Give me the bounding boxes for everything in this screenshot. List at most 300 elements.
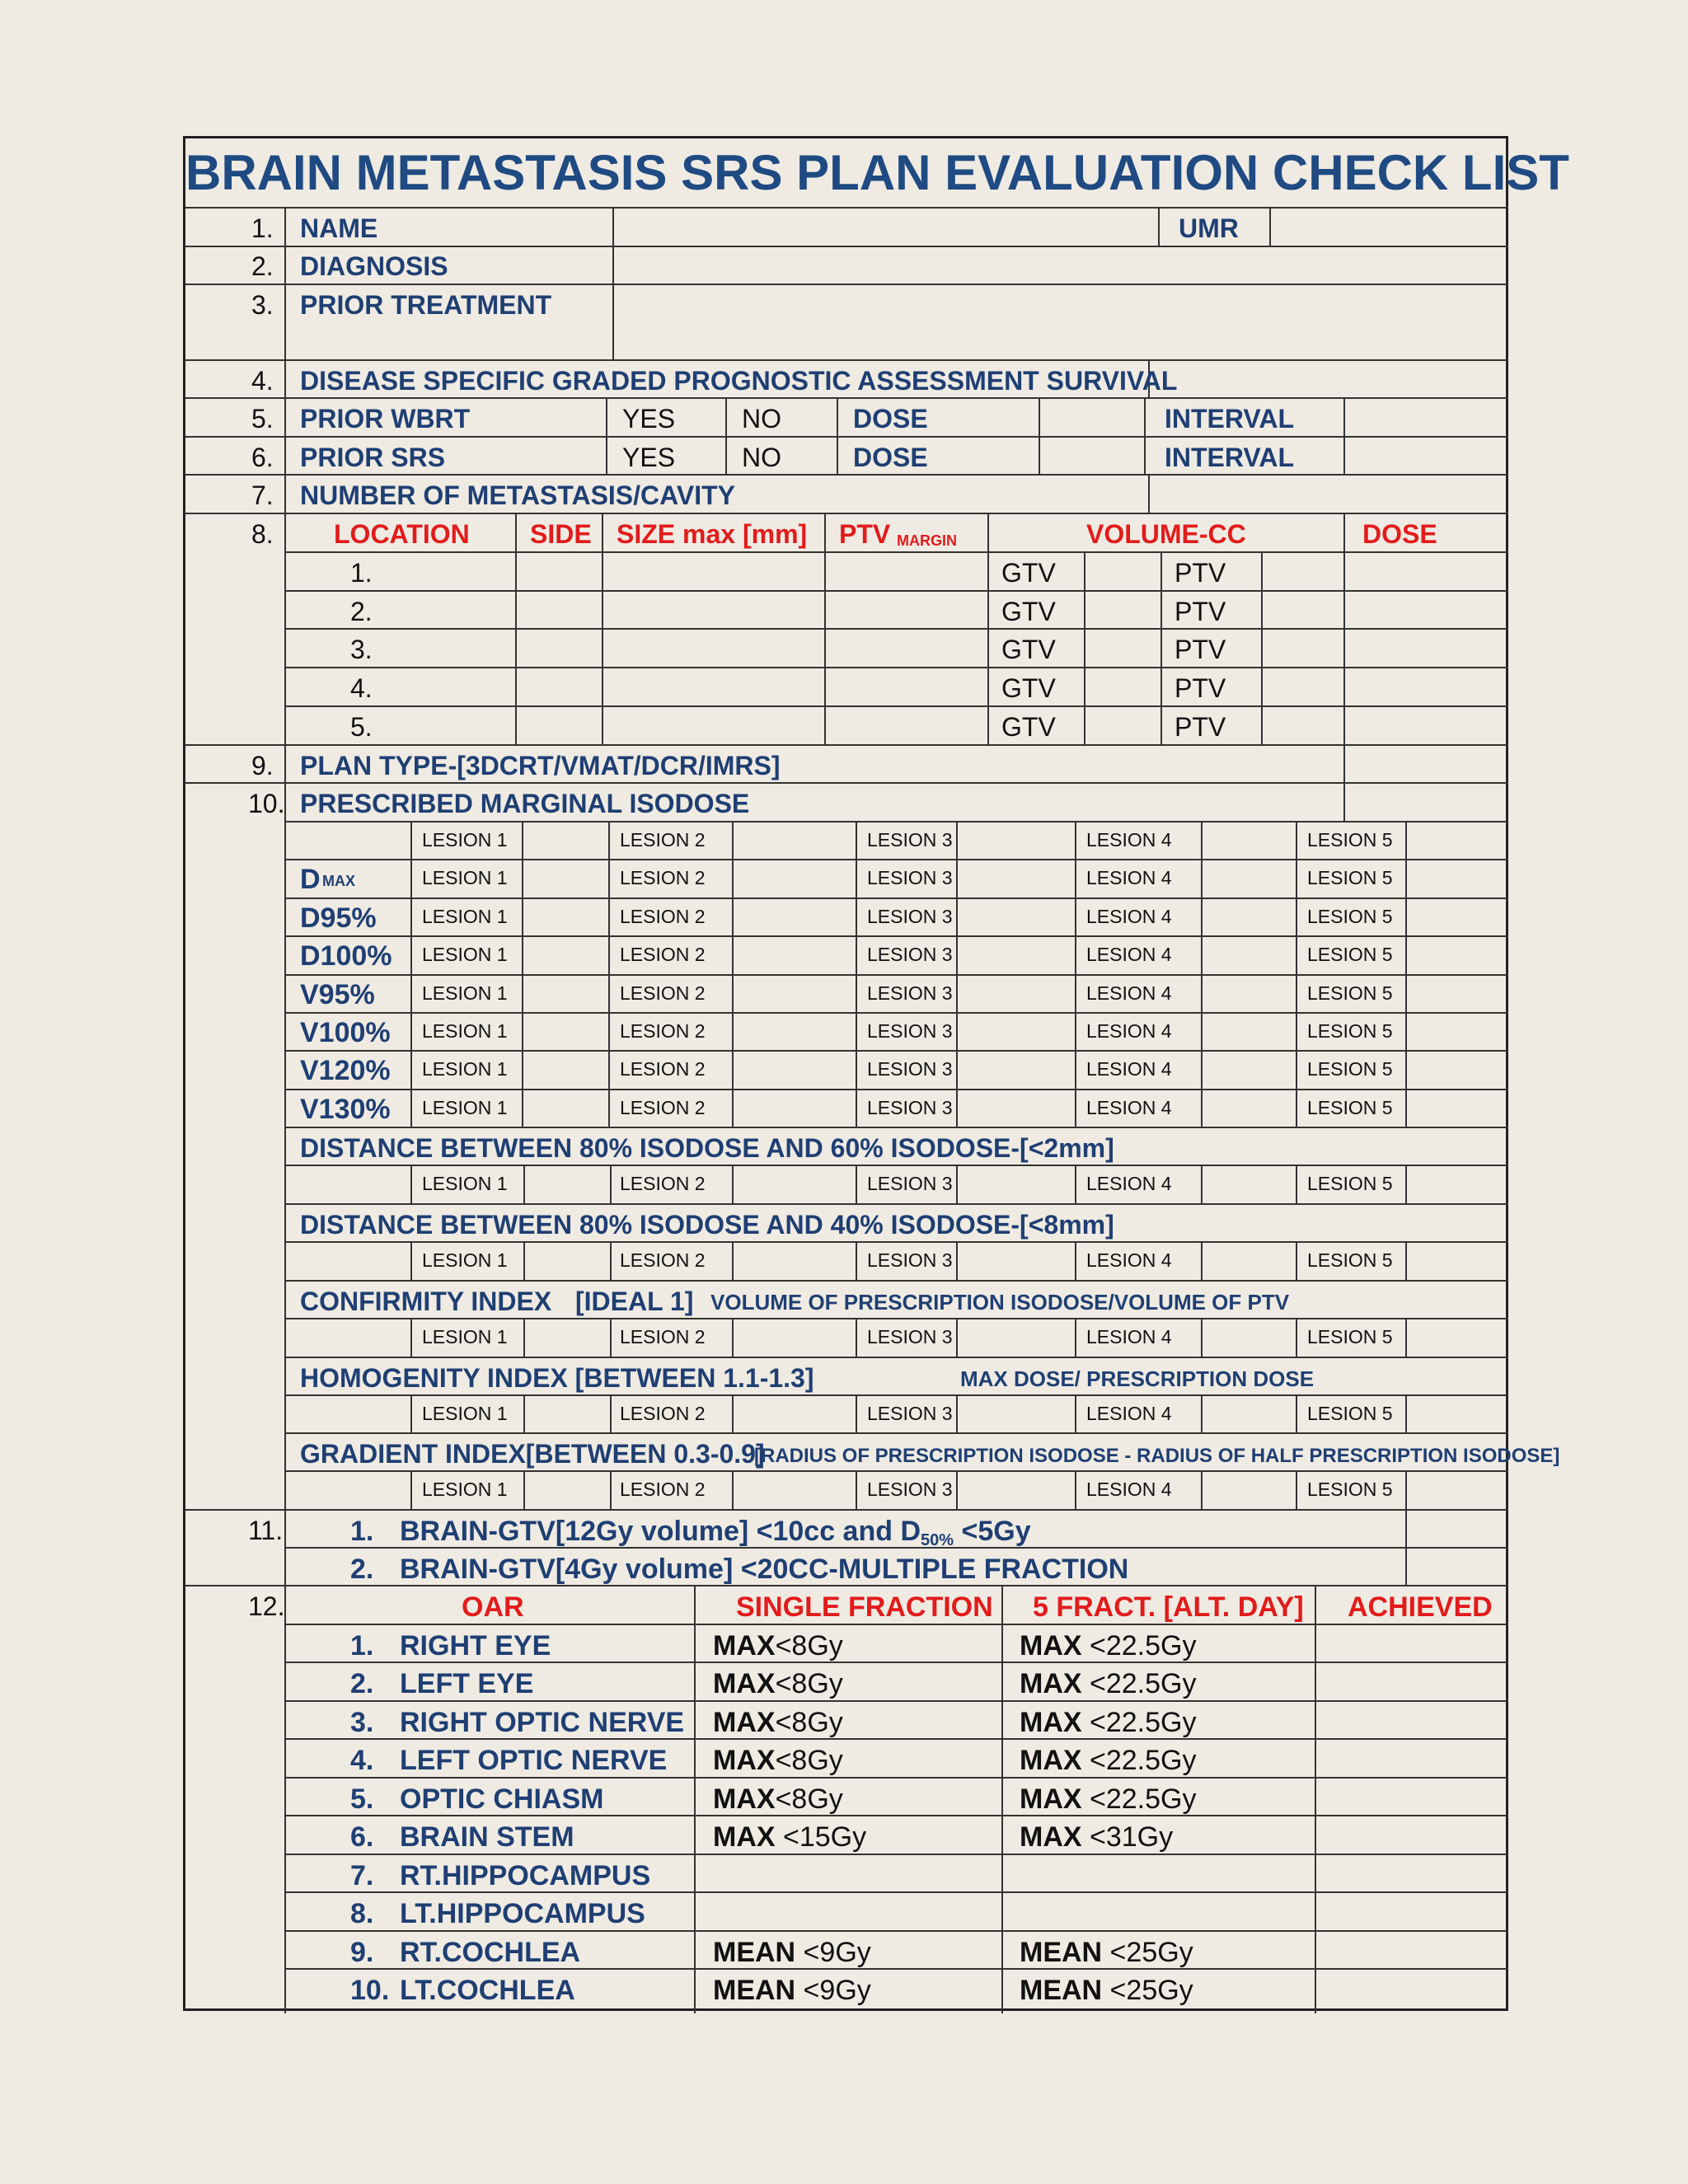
gradient-index-lesion-5-field[interactable] bbox=[1407, 1472, 1507, 1507]
no-option: NO bbox=[742, 443, 781, 472]
homogeneity-index-lesion-4-field[interactable] bbox=[1203, 1396, 1294, 1431]
interval-label: INTERVAL bbox=[1165, 404, 1295, 434]
constraint-key: MAX bbox=[1020, 1745, 1082, 1776]
row-number: 5. bbox=[251, 404, 274, 434]
grid-divider bbox=[1075, 1012, 1076, 1050]
prior-srs-interval-field[interactable] bbox=[1345, 438, 1507, 473]
oar-achieved-field[interactable] bbox=[1316, 1625, 1507, 1660]
oar-achieved-field[interactable] bbox=[1316, 1816, 1507, 1852]
conformity-index-label: CONFIRMITY INDEX bbox=[300, 1286, 552, 1316]
distance-40-lesion-3-field[interactable] bbox=[958, 1243, 1073, 1278]
lesion-3-label: LESION 3 bbox=[867, 867, 953, 888]
metric-6-lesion-4-field[interactable] bbox=[1203, 1052, 1294, 1087]
gtv-volume-field[interactable] bbox=[1085, 707, 1159, 743]
gradient-index-lesion-2-field[interactable] bbox=[734, 1472, 854, 1507]
grid-rule bbox=[185, 744, 1508, 746]
grid-divider bbox=[725, 436, 727, 475]
oar-item-number: 3. bbox=[350, 1707, 374, 1738]
ptv-header: PTV bbox=[839, 519, 891, 549]
single-fraction-constraint bbox=[713, 1746, 843, 1774]
grid-divider bbox=[856, 1089, 857, 1127]
distance-60-lesion-5-field[interactable] bbox=[1407, 1166, 1507, 1202]
oar-name: BRAIN STEM bbox=[400, 1821, 574, 1853]
constraint-value: <8Gy bbox=[775, 1668, 843, 1699]
grid-divider bbox=[1296, 935, 1297, 974]
grid-rule bbox=[284, 859, 1508, 860]
row-number: 6. bbox=[251, 443, 274, 472]
homogeneity-index-lesion-5-field[interactable] bbox=[1407, 1396, 1507, 1431]
name-field[interactable] bbox=[614, 209, 1156, 244]
grid-rule bbox=[284, 1165, 1508, 1166]
metric-3-lesion-2-field[interactable] bbox=[734, 937, 854, 972]
constraint-key: MEAN bbox=[1020, 1975, 1103, 2006]
constraint-value: <22.5Gy bbox=[1081, 1745, 1197, 1776]
oar-achieved-field[interactable] bbox=[1316, 1932, 1507, 1966]
metric-label: D bbox=[300, 864, 321, 895]
gtv-label: GTV bbox=[1001, 635, 1056, 664]
lesion-size-field[interactable] bbox=[603, 592, 823, 628]
oar-name: LEFT OPTIC NERVE bbox=[400, 1745, 668, 1776]
constraint-value: <8Gy bbox=[775, 1745, 843, 1776]
achieved-header: ACHIEVED bbox=[1348, 1591, 1493, 1623]
diagnosis-field[interactable] bbox=[614, 247, 1507, 282]
grid-divider bbox=[1296, 1165, 1297, 1203]
distance-40-lesion-1-field[interactable] bbox=[523, 1243, 607, 1278]
lesion-ptv-margin-field[interactable] bbox=[824, 630, 986, 666]
metric-1-lesion-2-field[interactable] bbox=[734, 860, 854, 896]
ptv-volume-field[interactable] bbox=[1263, 668, 1342, 705]
gpa-label: DISEASE SPECIFIC GRADED PROGNOSTIC ASSESSMENT SURVIVAL bbox=[300, 366, 1178, 396]
grid-divider bbox=[608, 859, 610, 898]
lesion-2-label: LESION 2 bbox=[620, 944, 706, 965]
grid-divider bbox=[610, 1241, 612, 1280]
grid-rule bbox=[284, 1127, 1508, 1128]
grid-divider bbox=[856, 1241, 857, 1280]
lesion-2-label: LESION 2 bbox=[620, 1326, 706, 1347]
grid-divider bbox=[1296, 1318, 1297, 1357]
oar-name: LT.COCHLEA bbox=[400, 1975, 575, 2006]
grid-rule bbox=[284, 974, 1508, 976]
lesion-side-field[interactable] bbox=[517, 668, 600, 705]
gtv-volume-field[interactable] bbox=[1085, 553, 1159, 589]
lesion-dose-field[interactable] bbox=[1345, 668, 1507, 705]
grid-rule bbox=[284, 1357, 1508, 1358]
lesion-size-field[interactable] bbox=[603, 707, 823, 743]
constraint-value: <22.5Gy bbox=[1081, 1630, 1197, 1661]
single-fraction-constraint bbox=[713, 1823, 866, 1851]
lesion-3-label: LESION 3 bbox=[867, 1058, 953, 1080]
size-header: SIZE max [mm] bbox=[617, 519, 808, 549]
lesion-ptv-margin-field[interactable] bbox=[824, 592, 986, 628]
row-number: 1. bbox=[251, 213, 274, 243]
five-fraction-constraint bbox=[1020, 1632, 1196, 1660]
grid-divider bbox=[1296, 1012, 1297, 1050]
umr-field[interactable] bbox=[1271, 209, 1507, 244]
lesion-1-label: LESION 1 bbox=[422, 1020, 508, 1042]
prior-wbrt-dose-field[interactable] bbox=[1040, 399, 1142, 434]
metric-2-lesion-3-field[interactable] bbox=[958, 899, 1073, 934]
grid-divider bbox=[1296, 898, 1297, 935]
lesion-size-field[interactable] bbox=[603, 668, 823, 705]
distance-60-lesion-4-field[interactable] bbox=[1203, 1166, 1294, 1202]
grid-rule bbox=[284, 1432, 1508, 1434]
lesion-2-label: LESION 2 bbox=[620, 1403, 706, 1424]
grid-divider bbox=[725, 397, 727, 436]
grid-divider bbox=[1296, 1394, 1297, 1432]
oar-item-number: 7. bbox=[350, 1860, 374, 1891]
grid-divider bbox=[608, 821, 610, 859]
brain-item-number: 1. bbox=[350, 1516, 374, 1547]
metric-6-lesion-2-field[interactable] bbox=[734, 1052, 854, 1087]
constraint-key: MAX bbox=[713, 1783, 776, 1815]
grid-divider bbox=[606, 436, 607, 475]
distance-40-lesion-5-field[interactable] bbox=[1407, 1243, 1507, 1278]
grid-divider bbox=[1296, 1089, 1297, 1127]
prior-wbrt-interval-field[interactable] bbox=[1345, 399, 1507, 434]
oar-item-number: 5. bbox=[350, 1783, 374, 1815]
lesion-2-label: LESION 2 bbox=[620, 906, 706, 927]
gtv-volume-field[interactable] bbox=[1085, 630, 1159, 666]
grid-rule bbox=[185, 1585, 1508, 1586]
grid-divider bbox=[606, 397, 607, 436]
brain-12gy-field[interactable] bbox=[1407, 1511, 1507, 1545]
grid-divider bbox=[837, 436, 838, 475]
brain-4gy-field[interactable] bbox=[1407, 1549, 1507, 1583]
lesion-ptv-margin-field[interactable] bbox=[824, 668, 986, 705]
metric-header-lesion-2-field[interactable] bbox=[734, 823, 854, 857]
oar-header: OAR bbox=[462, 1591, 524, 1623]
lesion-ptv-margin-field[interactable] bbox=[824, 553, 986, 589]
lesion-number: 2. bbox=[350, 597, 373, 626]
metric-1-lesion-3-field[interactable] bbox=[958, 860, 1073, 896]
distance-40-lesion-4-field[interactable] bbox=[1203, 1243, 1294, 1278]
constraint-key: MEAN bbox=[713, 1975, 796, 2006]
constraint-value: <25Gy bbox=[1102, 1975, 1193, 2006]
metric-4-lesion-3-field[interactable] bbox=[958, 976, 1073, 1010]
constraint-value: <8Gy bbox=[775, 1630, 843, 1661]
grid-divider bbox=[694, 1585, 696, 2013]
five-fraction-constraint bbox=[1020, 1823, 1173, 1851]
num-mets-field[interactable] bbox=[1150, 476, 1507, 511]
prior-treatment-label: PRIOR TREATMENT bbox=[300, 290, 552, 320]
five-fraction-constraint bbox=[1020, 1708, 1196, 1736]
metric-label: D95% bbox=[300, 902, 377, 934]
lesion-3-label: LESION 3 bbox=[867, 1173, 953, 1194]
constraint-value: <22.5Gy bbox=[1081, 1668, 1197, 1699]
lesion-4-label: LESION 4 bbox=[1086, 867, 1172, 888]
grid-divider bbox=[1075, 1241, 1076, 1280]
lesion-1-label: LESION 1 bbox=[422, 1058, 508, 1080]
metric-1-lesion-5-field[interactable] bbox=[1407, 860, 1507, 896]
brain-gtv-12gy-constraint bbox=[400, 1517, 1031, 1549]
metric-5-lesion-5-field[interactable] bbox=[1407, 1014, 1507, 1048]
conformity-index-lesion-5-field[interactable] bbox=[1407, 1319, 1507, 1355]
metric-header-lesion-3-field[interactable] bbox=[958, 823, 1073, 857]
lesion-3-label: LESION 3 bbox=[867, 1249, 953, 1271]
metric-1-lesion-4-field[interactable] bbox=[1203, 860, 1294, 896]
lesion-1-label: LESION 1 bbox=[422, 1173, 508, 1194]
lesion-side-field[interactable] bbox=[517, 553, 600, 589]
lesion-dose-field[interactable] bbox=[1345, 630, 1507, 666]
metric-6-lesion-3-field[interactable] bbox=[958, 1052, 1073, 1087]
constraint-value: <15Gy bbox=[775, 1821, 867, 1853]
lesion-4-label: LESION 4 bbox=[1086, 982, 1172, 1004]
row-number: 4. bbox=[251, 366, 274, 396]
lesion-1-label: LESION 1 bbox=[422, 982, 508, 1004]
oar-achieved-field[interactable] bbox=[1316, 1702, 1507, 1736]
lesion-number: 4. bbox=[350, 673, 373, 703]
single-fraction-constraint bbox=[713, 1632, 843, 1660]
volume-header: VOLUME-CC bbox=[1086, 519, 1246, 549]
conformity-index-lesion-3-field[interactable] bbox=[958, 1319, 1073, 1355]
grid-divider bbox=[837, 397, 838, 436]
yes-option: YES bbox=[622, 443, 676, 472]
prior-wbrt-label: PRIOR WBRT bbox=[300, 404, 471, 434]
constraint-key: MAX bbox=[1020, 1707, 1082, 1738]
distance-40-label: DISTANCE BETWEEN 80% ISODOSE AND 40% ISODOSE-[<8mm] bbox=[300, 1210, 1114, 1240]
oar-name: RT.HIPPOCAMPUS bbox=[400, 1860, 651, 1891]
lesion-size-field[interactable] bbox=[603, 630, 823, 666]
lesion-side-field[interactable] bbox=[517, 592, 600, 628]
lesion-3-label: LESION 3 bbox=[867, 1326, 953, 1347]
metric-2-lesion-5-field[interactable] bbox=[1407, 899, 1507, 934]
grid-divider bbox=[856, 1012, 857, 1050]
homogeneity-index-lesion-1-field[interactable] bbox=[523, 1396, 607, 1431]
grid-rule bbox=[284, 1280, 1508, 1282]
constraint-key: MAX bbox=[713, 1668, 776, 1699]
side-header: SIDE bbox=[530, 519, 592, 549]
distance-40-lesion-2-field[interactable] bbox=[734, 1243, 854, 1278]
prior-treatment-field[interactable] bbox=[614, 285, 1507, 358]
grid-divider bbox=[1296, 821, 1297, 859]
interval-label: INTERVAL bbox=[1165, 443, 1295, 472]
single-fraction-constraint bbox=[713, 1976, 871, 2004]
lesion-side-field[interactable] bbox=[517, 630, 600, 666]
metric-label: V120% bbox=[300, 1055, 391, 1086]
lesion-4-label: LESION 4 bbox=[1086, 1326, 1172, 1347]
metric-3-lesion-3-field[interactable] bbox=[958, 937, 1073, 972]
conformity-index-formula: VOLUME OF PRESCRIPTION ISODOSE/VOLUME OF PTV bbox=[710, 1290, 1290, 1315]
five-fraction-constraint bbox=[1020, 1976, 1193, 2004]
grid-divider bbox=[1075, 1089, 1076, 1127]
name-label: NAME bbox=[300, 213, 378, 243]
grid-divider bbox=[610, 1470, 612, 1509]
lesion-side-field[interactable] bbox=[517, 707, 600, 743]
conformity-index-lesion-2-field[interactable] bbox=[734, 1319, 854, 1355]
umr-label: UMR bbox=[1179, 213, 1239, 243]
lesion-5-label: LESION 5 bbox=[1307, 982, 1393, 1004]
no-option: NO bbox=[742, 404, 781, 434]
constraint-value: <22.5Gy bbox=[1081, 1783, 1197, 1815]
isodose-label: PRESCRIBED MARGINAL ISODOSE bbox=[300, 789, 750, 818]
metric-7-lesion-5-field[interactable] bbox=[1407, 1090, 1507, 1125]
distance-60-lesion-1-field[interactable] bbox=[523, 1166, 607, 1202]
metric-5-lesion-3-field[interactable] bbox=[958, 1014, 1073, 1048]
distance-60-lesion-3-field[interactable] bbox=[958, 1166, 1073, 1202]
oar-achieved-field[interactable] bbox=[1316, 1779, 1507, 1813]
ptv-label: PTV bbox=[1175, 673, 1226, 703]
grid-divider bbox=[410, 898, 412, 935]
plan-type-field[interactable] bbox=[1345, 746, 1507, 780]
gtv-volume-field[interactable] bbox=[1085, 668, 1159, 705]
lesion-4-label: LESION 4 bbox=[1086, 829, 1172, 851]
ptv-volume-field[interactable] bbox=[1263, 592, 1342, 628]
metric-7-lesion-4-field[interactable] bbox=[1203, 1090, 1294, 1125]
metric-3-lesion-4-field[interactable] bbox=[1203, 937, 1294, 972]
row-number: 7. bbox=[251, 480, 274, 510]
oar-achieved-field[interactable] bbox=[1316, 1970, 1507, 2009]
ptv-label: PTV bbox=[1175, 712, 1226, 742]
grid-divider bbox=[856, 1394, 857, 1432]
metric-2-lesion-4-field[interactable] bbox=[1203, 899, 1294, 934]
metric-4-lesion-5-field[interactable] bbox=[1407, 976, 1507, 1010]
ptv-volume-field[interactable] bbox=[1263, 553, 1342, 589]
row-number: 12. bbox=[248, 1591, 285, 1621]
grid-divider bbox=[856, 1470, 857, 1509]
gradient-index-lesion-4-field[interactable] bbox=[1203, 1472, 1294, 1507]
ptv-volume-field[interactable] bbox=[1263, 707, 1342, 743]
homogeneity-index-lesion-3-field[interactable] bbox=[958, 1396, 1073, 1431]
homogeneity-index-formula: MAX DOSE/ PRESCRIPTION DOSE bbox=[960, 1366, 1315, 1391]
grid-divider bbox=[1075, 1165, 1076, 1203]
constraint-key: MAX bbox=[1020, 1821, 1082, 1853]
metric-4-lesion-1-field[interactable] bbox=[523, 976, 607, 1010]
prior-srs-dose-field[interactable] bbox=[1040, 438, 1142, 473]
metric-3-lesion-1-field[interactable] bbox=[523, 937, 607, 972]
grid-divider bbox=[410, 1050, 412, 1089]
grid-divider bbox=[410, 1318, 412, 1357]
lesion-2-label: LESION 2 bbox=[620, 1173, 706, 1194]
grid-divider bbox=[1160, 551, 1162, 744]
gradient-index-lesion-1-field[interactable] bbox=[523, 1472, 607, 1507]
grid-rule bbox=[284, 1470, 1508, 1472]
metric-header-lesion-1-field[interactable] bbox=[523, 823, 607, 857]
grid-divider bbox=[1075, 1318, 1076, 1357]
grid-rule bbox=[185, 436, 1508, 438]
grid-divider bbox=[410, 859, 412, 898]
metric-5-lesion-1-field[interactable] bbox=[523, 1014, 607, 1048]
five-fraction-constraint bbox=[1020, 1938, 1193, 1966]
metric-5-lesion-2-field[interactable] bbox=[734, 1014, 854, 1048]
lesion-2-label: LESION 2 bbox=[620, 1249, 706, 1271]
grid-divider bbox=[987, 513, 989, 744]
homogeneity-index-lesion-2-field[interactable] bbox=[734, 1396, 854, 1431]
constraint-key: MAX bbox=[713, 1707, 776, 1738]
single-fraction-constraint bbox=[713, 1708, 843, 1736]
ptv-label: PTV bbox=[1175, 597, 1226, 626]
lesion-5-label: LESION 5 bbox=[1307, 1326, 1393, 1347]
lesion-5-label: LESION 5 bbox=[1307, 1479, 1393, 1500]
lesion-4-label: LESION 4 bbox=[1086, 1058, 1172, 1080]
ptv-volume-field[interactable] bbox=[1263, 630, 1342, 666]
lesion-4-label: LESION 4 bbox=[1086, 944, 1172, 965]
metric-6-lesion-5-field[interactable] bbox=[1407, 1052, 1507, 1087]
gpa-field[interactable] bbox=[1150, 361, 1507, 396]
grid-rule bbox=[284, 1318, 1508, 1319]
grid-rule bbox=[284, 1241, 1508, 1243]
metric-header-lesion-5-field[interactable] bbox=[1407, 823, 1507, 857]
metric-label: V130% bbox=[300, 1094, 391, 1125]
lesion-dose-field[interactable] bbox=[1345, 707, 1507, 743]
lesion-1-label: LESION 1 bbox=[422, 867, 508, 888]
oar-name: LEFT EYE bbox=[400, 1668, 534, 1699]
single-fraction-header: SINGLE FRACTION bbox=[736, 1591, 993, 1623]
metric-6-lesion-1-field[interactable] bbox=[523, 1052, 607, 1087]
gradient-index-lesion-3-field[interactable] bbox=[958, 1472, 1073, 1507]
metric-5-lesion-4-field[interactable] bbox=[1203, 1014, 1294, 1048]
lesion-5-label: LESION 5 bbox=[1307, 944, 1393, 965]
five-fraction-constraint bbox=[1020, 1670, 1196, 1698]
oar-item-number: 9. bbox=[350, 1937, 374, 1968]
metric-4-lesion-2-field[interactable] bbox=[734, 976, 854, 1010]
lesion-2-label: LESION 2 bbox=[620, 1097, 706, 1118]
metric-header-lesion-4-field[interactable] bbox=[1203, 823, 1294, 857]
lesion-dose-field[interactable] bbox=[1345, 553, 1507, 589]
lesion-3-label: LESION 3 bbox=[867, 1403, 953, 1424]
metric-7-lesion-1-field[interactable] bbox=[523, 1090, 607, 1125]
ptv-label: PTV bbox=[1175, 635, 1226, 664]
lesion-5-label: LESION 5 bbox=[1307, 906, 1393, 927]
oar-achieved-field[interactable] bbox=[1316, 1893, 1507, 1929]
dose-label: DOSE bbox=[853, 404, 928, 434]
grid-rule bbox=[284, 898, 1508, 899]
metric-7-lesion-3-field[interactable] bbox=[958, 1090, 1073, 1125]
grid-divider bbox=[1075, 821, 1076, 859]
homogeneity-index-label: HOMOGENITY INDEX [BETWEEN 1.1-1.3] bbox=[300, 1363, 814, 1393]
oar-name: RT.COCHLEA bbox=[400, 1937, 581, 1968]
grid-divider bbox=[610, 1318, 612, 1357]
oar-achieved-field[interactable] bbox=[1316, 1663, 1507, 1699]
metric-3-lesion-5-field[interactable] bbox=[1407, 937, 1507, 972]
isodose-field[interactable] bbox=[1345, 784, 1507, 819]
grid-divider bbox=[856, 935, 857, 974]
lesion-1-label: LESION 1 bbox=[422, 944, 508, 965]
grid-divider bbox=[410, 1470, 412, 1509]
lesion-3-label: LESION 3 bbox=[867, 1479, 953, 1500]
constraint-text: BRAIN-GTV[12Gy volume] <10cc and D bbox=[400, 1516, 921, 1547]
conformity-index-lesion-4-field[interactable] bbox=[1203, 1319, 1294, 1355]
metric-2-lesion-1-field[interactable] bbox=[523, 899, 607, 934]
conformity-index-lesion-1-field[interactable] bbox=[523, 1319, 607, 1355]
lesion-dose-field[interactable] bbox=[1345, 592, 1507, 628]
oar-achieved-field[interactable] bbox=[1316, 1740, 1507, 1775]
lesion-ptv-margin-field[interactable] bbox=[824, 707, 986, 743]
distance-60-lesion-2-field[interactable] bbox=[734, 1166, 854, 1202]
single-fraction-constraint bbox=[713, 1670, 843, 1698]
lesion-3-label: LESION 3 bbox=[867, 1020, 953, 1042]
metric-2-lesion-2-field[interactable] bbox=[734, 899, 854, 934]
gtv-label: GTV bbox=[1001, 558, 1056, 588]
page-title: BRAIN METASTASIS SRS PLAN EVALUATION CHECK LIST bbox=[185, 145, 1569, 200]
lesion-size-field[interactable] bbox=[603, 553, 823, 589]
grid-divider bbox=[856, 1050, 857, 1089]
metric-7-lesion-2-field[interactable] bbox=[734, 1090, 854, 1125]
gtv-volume-field[interactable] bbox=[1085, 592, 1159, 628]
yes-option: YES bbox=[622, 404, 676, 434]
lesion-5-label: LESION 5 bbox=[1307, 829, 1393, 851]
dmax-subscript: MAX bbox=[322, 873, 355, 889]
oar-item-number: 6. bbox=[350, 1821, 374, 1853]
grid-divider bbox=[1001, 1585, 1003, 2013]
metric-4-lesion-4-field[interactable] bbox=[1203, 976, 1294, 1010]
constraint-key: MEAN bbox=[713, 1937, 796, 1968]
conformity-index-ideal: [IDEAL 1] bbox=[575, 1286, 694, 1316]
lesion-3-label: LESION 3 bbox=[867, 829, 953, 851]
oar-achieved-field[interactable] bbox=[1316, 1855, 1507, 1890]
metric-1-lesion-1-field[interactable] bbox=[523, 860, 607, 896]
lesion-4-label: LESION 4 bbox=[1086, 906, 1172, 927]
grid-rule bbox=[185, 1509, 1508, 1511]
